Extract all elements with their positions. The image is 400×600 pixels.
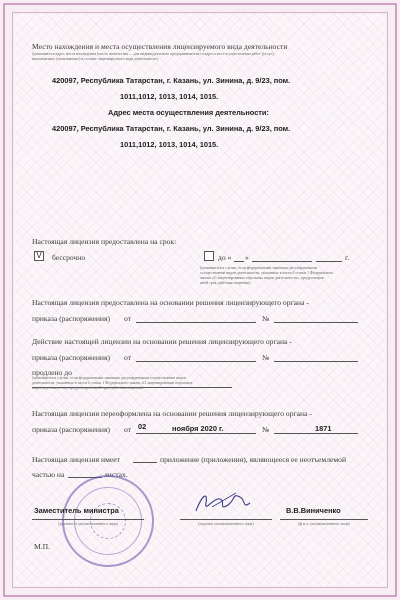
- appendix-count-line: [133, 462, 157, 463]
- term-until-suffix: г.: [345, 253, 350, 262]
- extension-note-2: деятельности, указанных в части 4 статьи 1 Федерального закона «О лицензировании отдельных: [32, 381, 193, 385]
- term-label: Настоящая лицензия предоставлена на срок:: [32, 237, 177, 246]
- term-until-prefix: до «: [218, 253, 232, 262]
- signature-line: [180, 519, 272, 520]
- term-note-1: (указывается в случае, если федеральными законами, регулирующими: [200, 266, 317, 270]
- extension-note-3: видов деятельности», предусмотрен иной срок действия лицензии): [32, 386, 144, 390]
- reissue-number-label: №: [262, 425, 270, 434]
- signatory-position: Заместитель министра: [34, 506, 119, 515]
- term-note-3: закона «О лицензировании отдельных видов деятельности», предусмотрен: [200, 276, 325, 280]
- basis-number-line: [274, 322, 358, 323]
- position-line: [32, 519, 144, 520]
- header-note-2: выполняемых (оказываемых) в составе лицензируемого вида деятельности): [32, 57, 158, 61]
- basis-line-1: Настоящая лицензия предоставлена на основании решения лицензирующего органа -: [32, 298, 309, 307]
- appendix-line-2b: листах.: [104, 470, 128, 479]
- reissue-day: 02: [138, 422, 147, 431]
- extension-line-1: Действие настоящей лицензии на основании решения лицензирующего органа -: [32, 337, 292, 346]
- term-until-checkbox: [204, 251, 214, 261]
- extension-date-line: [136, 361, 256, 362]
- basis-date-line: [136, 322, 256, 323]
- extension-from-label: от: [124, 353, 132, 362]
- position-caption: (должность уполномоченного лица): [58, 522, 118, 526]
- header-note-1: (указываются адрес места нахождения (место жительства — для индивидуального предпринимателя) и адреса мест осуществления работ (услуг),: [32, 52, 275, 56]
- indefinite-label: бессрочно: [52, 253, 86, 262]
- stamp-place-label: М.П.: [34, 542, 51, 551]
- term-year-line: [316, 261, 342, 262]
- term-until-mid: »: [245, 253, 249, 262]
- extension-number-line: [274, 361, 358, 362]
- signatory-name: В.В.Виниченко: [286, 506, 341, 515]
- reissue-date-line: [136, 433, 256, 434]
- term-note-4: иной срок действия лицензии): [200, 281, 251, 285]
- basis-order-label: приказа (распоряжения): [32, 314, 111, 323]
- reissue-number-value: 1871: [315, 424, 332, 433]
- extended-until-label: продлено до: [32, 368, 72, 377]
- indefinite-checkbox: V: [34, 251, 44, 261]
- address-line-1: 420097, Республика Татарстан, г. Казань, ул. Зинина, д. 9/23, пом.: [52, 76, 291, 85]
- appendix-line-1b: приложение (приложения), являющееся ее неотъемлемой: [160, 455, 347, 464]
- extension-order-label: приказа (распоряжения): [32, 353, 111, 362]
- reissue-from-label: от: [124, 425, 132, 434]
- term-month-line: [252, 261, 312, 262]
- address-line-2: 1011,1012, 1013, 1014, 1015.: [120, 92, 219, 101]
- header-title: Место нахождения и места осуществления лицензируемого вида деятельности: [32, 42, 288, 51]
- extension-note-1: (указывается в случае, если федеральными законами, регулирующими осуществление видов: [32, 376, 186, 380]
- name-caption: (ф.и.о. уполномоченного лица): [298, 522, 350, 526]
- reissue-order-label: приказа (распоряжения): [32, 425, 111, 434]
- official-seal: [62, 475, 154, 567]
- reissue-line-1: Настоящая лицензия переоформлена на основании решения лицензирующего органа -: [32, 409, 312, 418]
- appendix-line-1a: Настоящая лицензия имеет: [32, 455, 120, 464]
- handwritten-signature: [190, 485, 260, 521]
- term-note-2: осуществление видов деятельности, указанных в части 4 статьи 1 Федерального: [200, 271, 334, 275]
- reissue-number-line: [274, 433, 358, 434]
- extension-number-label: №: [262, 353, 270, 362]
- signature-caption: (подпись уполномоченного лица): [198, 522, 254, 526]
- reissue-month-year: ноября 2020 г.: [172, 424, 224, 433]
- term-day-line: [234, 261, 244, 262]
- basis-from-label: от: [124, 314, 132, 323]
- address-line-4: 1011,1012, 1013, 1014, 1015.: [120, 140, 219, 149]
- name-line: [280, 519, 368, 520]
- appendix-line-2a: частью на: [32, 470, 65, 479]
- activity-address-title: Адрес места осуществления деятельности:: [108, 108, 269, 117]
- address-line-3: 420097, Республика Татарстан, г. Казань, ул. Зинина, д. 9/23, пом.: [52, 124, 291, 133]
- basis-number-label: №: [262, 314, 270, 323]
